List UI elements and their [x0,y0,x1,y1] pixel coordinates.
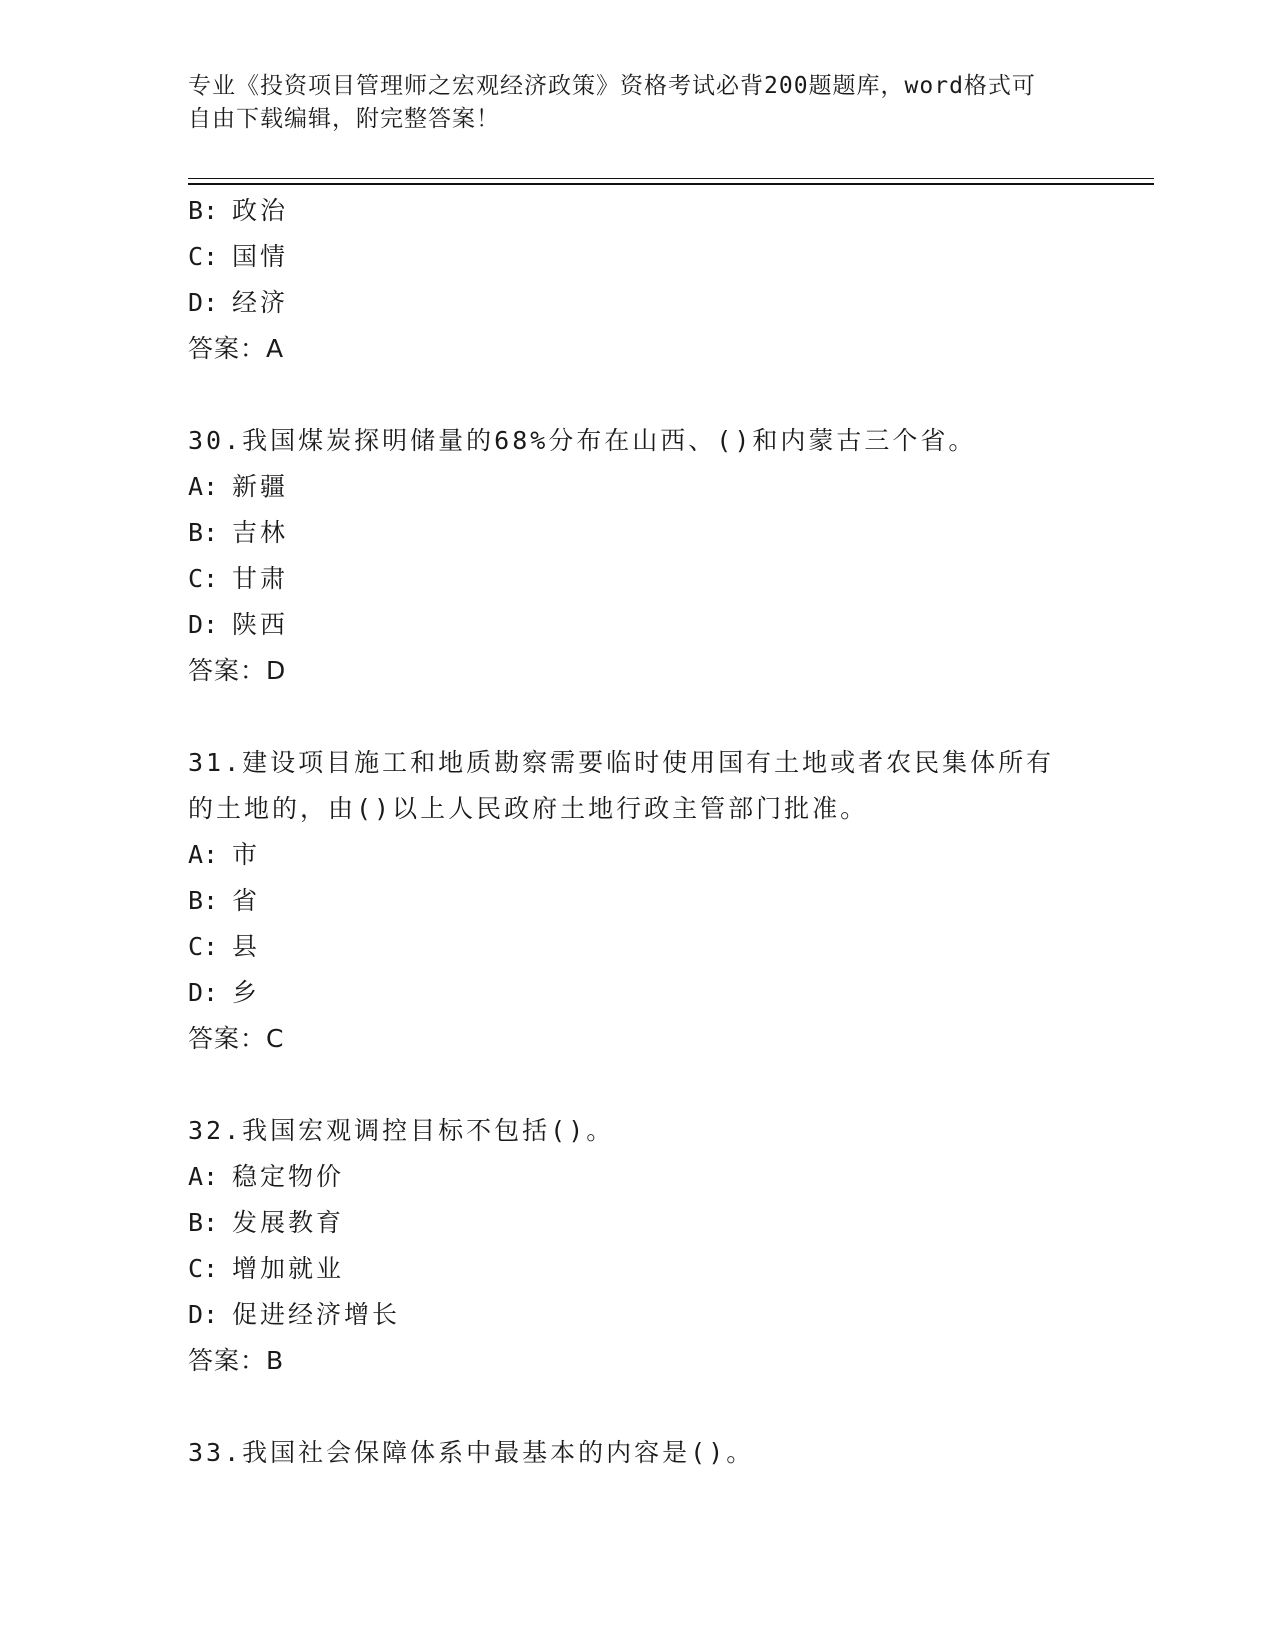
option-c [188,924,1088,970]
question-stem [188,418,1088,464]
question-number: 31. [188,748,243,777]
option-text: 县 [232,932,261,961]
option-text: 甘肃 [232,564,289,593]
question-number: 33. [188,1438,243,1467]
option-a [188,1154,1088,1200]
option-b [188,188,1088,234]
question-number: 30. [188,426,243,455]
document-header [188,70,1088,136]
option-key: A: [188,840,219,869]
option-a [188,832,1088,878]
question-text: 我国社会保障体系中最基本的内容是()。 [242,1438,755,1467]
option-a [188,464,1088,510]
question-29-fragment [188,188,1088,372]
question-stem [188,1108,1088,1154]
option-d [188,280,1088,326]
question-stem-continued: 的土地的，由()以上人民政府土地行政主管部门批准。 [188,794,869,823]
question-text: 我国宏观调控目标不包括()。 [242,1116,615,1145]
option-text: 国情 [232,242,289,271]
option-text: 省 [232,886,261,915]
option-key: B: [188,1208,219,1237]
header-divider-thick [188,183,1154,185]
option-key: D: [188,978,219,1007]
header-line-2: 自由下载编辑，附完整答案！ [188,106,500,132]
header-line-1: 专业《投资项目管理师之宏观经济政策》资格考试必背200题题库，word格式可 [188,73,1036,99]
answer-line: 答案：D [188,656,287,685]
option-d [188,1292,1088,1338]
question-text: 建设项目施工和地质勘察需要临时使用国有土地或者农民集体所有 [242,748,1055,777]
question-31 [188,740,1088,1062]
option-text: 经济 [232,288,289,317]
option-text: 新疆 [232,472,289,501]
option-key: D: [188,1300,219,1329]
option-b [188,510,1088,556]
option-key: A: [188,1162,219,1191]
option-c [188,556,1088,602]
answer-line: 答案：B [188,1346,285,1375]
option-key: C: [188,932,219,961]
option-b [188,1200,1088,1246]
option-text: 乡 [232,978,261,1007]
option-key: C: [188,564,219,593]
option-b [188,878,1088,924]
option-key: B: [188,886,219,915]
option-text: 市 [232,840,261,869]
option-c [188,234,1088,280]
question-30 [188,418,1088,694]
option-text: 增加就业 [232,1254,345,1283]
question-stem [188,1430,1088,1476]
option-d [188,602,1088,648]
question-stem [188,740,1088,786]
question-list [188,188,1088,1476]
option-text: 吉林 [232,518,289,547]
question-text: 我国煤炭探明储量的68%分布在山西、()和内蒙古三个省。 [242,426,977,455]
answer-line: 答案：C [188,1024,285,1053]
question-32 [188,1108,1088,1384]
option-key: B: [188,196,219,225]
option-key: A: [188,472,219,501]
option-c [188,1246,1088,1292]
option-key: C: [188,1254,219,1283]
question-33 [188,1430,1088,1476]
option-text: 政治 [232,196,289,225]
option-key: D: [188,610,219,639]
option-key: B: [188,518,219,547]
option-text: 促进经济增长 [232,1300,401,1329]
header-divider-thin [188,178,1154,179]
option-key: D: [188,288,219,317]
option-text: 稳定物价 [232,1162,345,1191]
option-text: 发展教育 [232,1208,345,1237]
answer-line: 答案：A [188,334,285,363]
option-d [188,970,1088,1016]
option-key: C: [188,242,219,271]
option-text: 陕西 [232,610,289,639]
question-number: 32. [188,1116,243,1145]
